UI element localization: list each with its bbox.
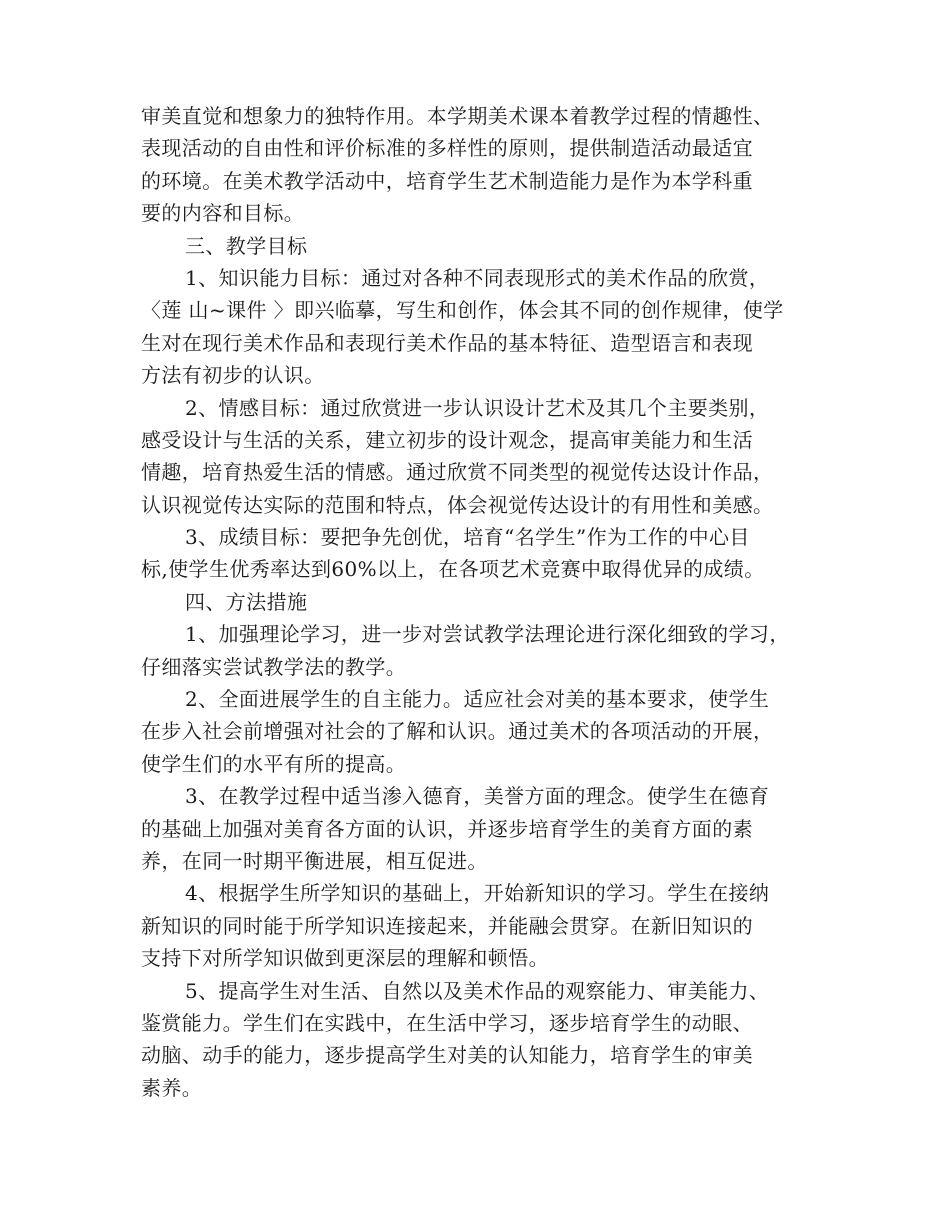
document-body <box>141 100 821 1104</box>
document-line: 2、情感目标：通过欣赏进一步认识设计艺术及其几个主要类别， <box>185 395 770 420</box>
document-line: 要的内容和目标。 <box>141 201 305 226</box>
document-line: 感受设计与生活的关系，建立初步的设计观念，提高审美能力和生活 <box>141 427 753 452</box>
document-line: 方法有初步的认识。 <box>141 363 325 388</box>
document-line: 表现活动的自由性和评价标准的多样性的原则，提供制造活动最适宜 <box>141 136 753 161</box>
document-line: 标,使学生优秀率达到60%以上，在各项艺术竞赛中取得优异的成绩。 <box>141 557 765 582</box>
document-line: 3、在教学过程中适当渗入德育，美誉方面的理念。使学生在德育 <box>185 784 770 809</box>
document-line: 的环境。在美术教学活动中，培育学生艺术制造能力是作为本学科重 <box>141 168 753 193</box>
document-line: 四、方法措施 <box>185 589 308 614</box>
document-line: 鉴赏能力。学生们在实践中，在生活中学习，逐步培育学生的动眼、 <box>141 1010 753 1035</box>
document-line: 使学生们的水平有所的提高。 <box>141 751 407 776</box>
document-line: 生对在现行美术作品和表现行美术作品的基本特征、造型语言和表现 <box>141 330 753 355</box>
document-line: 动脑、动手的能力，逐步提高学生对美的认知能力，培育学生的审美 <box>141 1043 753 1068</box>
document-line: 情趣，培育热爱生活的情感。通过欣赏不同类型的视觉传达设计作品， <box>141 460 774 485</box>
document-line: 新知识的同时能于所学知识连接起来，并能融会贯穿。在新旧知识的 <box>141 913 753 938</box>
document-line: 支持下对所学知识做到更深层的理解和顿悟。 <box>141 946 549 971</box>
document-line: 仔细落实尝试教学法的教学。 <box>141 654 407 679</box>
document-line: 在步入社会前增强对社会的了解和认识。通过美术的各项活动的开展， <box>141 719 774 744</box>
document-line: 1、加强理论学习，进一步对尝试教学法理论进行深化细致的学习， <box>185 622 790 647</box>
document-line: 3、成绩目标：要把争先创优，培育“名学生”作为工作的中心目 <box>185 525 750 550</box>
document-line: 〈莲 山~课件 〉即兴临摹，写生和创作，体会其不同的创作规律，使学 <box>141 298 784 323</box>
document-line: 三、教学目标 <box>185 233 308 258</box>
document-line: 4、根据学生所学知识的基础上，开始新知识的学习。学生在接纳 <box>185 881 770 906</box>
document-line: 2、全面进展学生的自主能力。适应社会对美的基本要求，使学生 <box>185 687 770 712</box>
document-line: 的基础上加强对美育各方面的认识，并逐步培育学生的美育方面的素 <box>141 816 753 841</box>
document-line: 审美直觉和想象力的独特作用。本学期美术课本着教学过程的情趣性、 <box>141 104 774 128</box>
document-line: 认识视觉传达实际的范围和特点，体会视觉传达设计的有用性和美感。 <box>141 492 774 517</box>
document-line: 素养。 <box>141 1075 203 1100</box>
document-line: 养，在同一时期平衡进展，相互促进。 <box>141 848 488 873</box>
document-line: 5、提高学生对生活、自然以及美术作品的观察能力、审美能力、 <box>185 978 770 1003</box>
document-line: 1、知识能力目标：通过对各种不同表现形式的美术作品的欣赏， <box>185 265 770 290</box>
